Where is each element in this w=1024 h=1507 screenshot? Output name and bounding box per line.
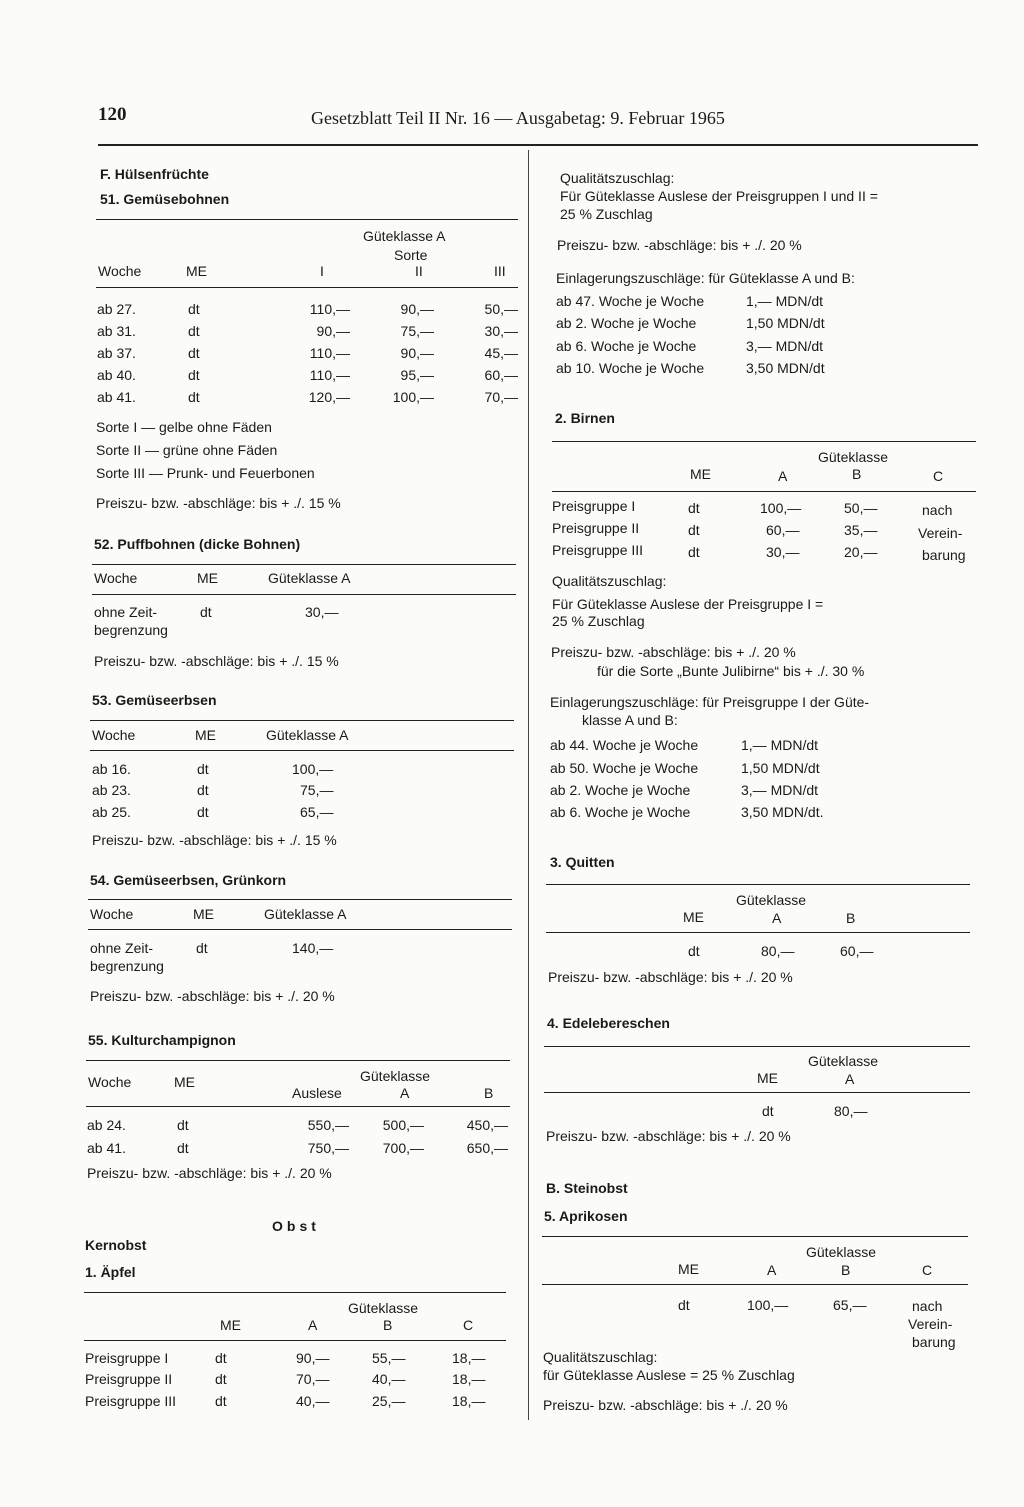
row-b: 50,— — [844, 500, 878, 516]
s3-row-b: 60,— — [840, 943, 874, 959]
s55-header-gk: Güteklasse — [360, 1068, 431, 1084]
s52-row-me: dt — [200, 604, 212, 620]
row-val: 75,— — [300, 782, 334, 798]
s5-row-me: dt — [678, 1297, 690, 1313]
s53-header-woche: Woche — [92, 727, 136, 743]
row-auslese: 750,— — [307, 1140, 349, 1156]
row-a: 700,— — [382, 1140, 424, 1156]
sorte-note-2: Sorte II — grüne ohne Fäden — [96, 442, 278, 458]
row-c: nach — [922, 502, 953, 518]
einl-row-ab: ab 44. Woche je Woche — [550, 737, 699, 753]
row-val: 100,— — [292, 761, 334, 777]
einl-row-ab: ab 6. Woche je Woche — [556, 338, 697, 354]
row-iii: 70,— — [484, 389, 518, 405]
table-rule — [86, 1060, 510, 1061]
einl-row-val: 1,— MDN/dt — [741, 737, 819, 753]
s51-header-sorte: Sorte — [394, 247, 428, 263]
s3-row-a: 80,— — [761, 943, 795, 959]
row-woche: ab 31. — [97, 323, 136, 339]
s55-title: 55. Kulturchampignon — [88, 1032, 236, 1048]
table-rule — [542, 1284, 968, 1285]
row-b: 450,— — [466, 1117, 508, 1133]
table-rule — [544, 1092, 970, 1093]
einl-row-ab: ab 6. Woche je Woche — [550, 804, 691, 820]
table-rule — [90, 720, 514, 721]
table-rule — [90, 750, 514, 751]
s54-preis: Preiszu- bzw. -abschläge: bis + ./. 20 % — [90, 988, 335, 1004]
einl-row-val: 1,50 MDN/dt — [746, 315, 825, 331]
s5-row-b: 65,— — [833, 1297, 867, 1313]
einl-row-val: 3,50 MDN/dt — [746, 360, 825, 376]
s5-row-c-1: nach — [912, 1298, 943, 1314]
s5-header-a: A — [767, 1262, 777, 1278]
s4-header-gk: Güteklasse — [808, 1053, 879, 1069]
s5-qz-label: Qualitätszuschlag: — [543, 1349, 658, 1365]
qz-label: Qualitätszuschlag: — [560, 170, 675, 186]
row-i: 90,— — [316, 323, 350, 339]
s1-header-c: C — [463, 1317, 474, 1333]
table-rule — [546, 884, 970, 885]
row-a: 30,— — [766, 544, 800, 560]
s52-header-me: ME — [197, 570, 218, 586]
row-i: 110,— — [309, 367, 350, 383]
einl-row-ab: ab 50. Woche je Woche — [550, 760, 699, 776]
section-heading-b: B. Steinobst — [546, 1180, 628, 1196]
s51-header-me: ME — [186, 263, 207, 279]
row-me: dt — [688, 522, 700, 538]
s55-header-auslese: Auslese — [292, 1085, 342, 1101]
s3-header-a: A — [772, 910, 782, 926]
row-woche: ab 16. — [92, 761, 131, 777]
row-a: 100,— — [760, 500, 802, 516]
s54-header-gk: Güteklasse A — [264, 906, 347, 922]
s2-einl-1: Einlagerungszuschläge: für Preisgruppe I der Güte- — [550, 694, 870, 710]
sorte-note-1: Sorte I — gelbe ohne Fäden — [96, 419, 272, 435]
row-ii: 90,— — [400, 301, 434, 317]
row-me: dt — [188, 367, 200, 383]
row-b: 25,— — [372, 1393, 406, 1409]
s55-header-b: B — [484, 1085, 494, 1101]
s51-header-gk: Güteklasse A — [363, 228, 446, 244]
row-me: dt — [188, 389, 200, 405]
s1-header-b: B — [383, 1317, 393, 1333]
s51-header-i: I — [320, 263, 324, 279]
s4-row-a: 80,— — [834, 1103, 868, 1119]
table-rule — [96, 219, 518, 220]
row-b: 20,— — [844, 544, 878, 560]
row-c: 18,— — [452, 1393, 486, 1409]
row-woche: ab 37. — [97, 345, 136, 361]
s5-header-c: C — [922, 1262, 933, 1278]
s53-header-me: ME — [195, 727, 216, 743]
s53-header-gk: Güteklasse A — [266, 727, 349, 743]
table-rule — [88, 899, 512, 900]
row-ii: 95,— — [400, 367, 434, 383]
s5-header-me: ME — [678, 1261, 699, 1277]
row-woche: ab 27. — [97, 301, 136, 317]
row-b: 650,— — [466, 1140, 508, 1156]
qz-text-2: 25 % Zuschlag — [560, 206, 653, 222]
s2-header-gk: Güteklasse — [818, 449, 889, 465]
row-a: 60,— — [766, 522, 800, 538]
s52-title: 52. Puffbohnen (dicke Bohnen) — [94, 536, 301, 552]
row-a: 70,— — [296, 1371, 330, 1387]
s1-title: 1. Äpfel — [85, 1264, 136, 1280]
s3-row-me: dt — [688, 943, 700, 959]
einl-row-ab: ab 47. Woche je Woche — [556, 293, 705, 309]
row-preisgruppe: Preisgruppe I — [552, 498, 636, 514]
s54-row-me: dt — [196, 940, 208, 956]
einl-row-val: 1,50 MDN/dt — [741, 760, 820, 776]
row-preisgruppe: Preisgruppe III — [85, 1393, 177, 1409]
column-divider — [528, 150, 529, 1420]
row-me: dt — [197, 804, 209, 820]
table-rule — [542, 1236, 968, 1237]
row-me: dt — [215, 1350, 227, 1366]
s55-header-me: ME — [174, 1074, 195, 1090]
row-me: dt — [177, 1140, 189, 1156]
row-b: 55,— — [372, 1350, 406, 1366]
s51-header-woche: Woche — [98, 263, 142, 279]
table-rule — [546, 932, 970, 933]
row-iii: 50,— — [484, 301, 518, 317]
table-rule — [84, 1340, 506, 1341]
s52-preis: Preiszu- bzw. -abschläge: bis + ./. 15 % — [94, 653, 339, 669]
s5-title: 5. Aprikosen — [544, 1208, 628, 1224]
row-b: 40,— — [372, 1371, 406, 1387]
s53-title: 53. Gemüseerbsen — [92, 692, 217, 708]
row-i: 110,— — [309, 301, 350, 317]
preis-1: Preiszu- bzw. -abschläge: bis + ./. 20 % — [557, 237, 802, 253]
row-iii: 30,— — [484, 323, 518, 339]
s53-preis: Preiszu- bzw. -abschläge: bis + ./. 15 % — [92, 832, 337, 848]
row-me: dt — [197, 782, 209, 798]
header-rule — [98, 144, 978, 146]
s52-row-val: 30,— — [305, 604, 339, 620]
s4-header-me: ME — [757, 1070, 778, 1086]
row-a: 40,— — [296, 1393, 330, 1409]
s51-header-ii: II — [415, 263, 423, 279]
s52-header-woche: Woche — [94, 570, 138, 586]
row-me: dt — [188, 301, 200, 317]
s54-row-val: 140,— — [292, 940, 334, 956]
s3-header-gk: Güteklasse — [736, 892, 807, 908]
s2-header-a: A — [778, 468, 788, 484]
row-me: dt — [177, 1117, 189, 1133]
row-woche: ab 41. — [87, 1140, 126, 1156]
s51-title: 51. Gemüsebohnen — [100, 191, 230, 207]
row-woche: ab 25. — [92, 804, 131, 820]
s5-row-c-3: barung — [912, 1334, 956, 1350]
row-woche: ab 40. — [97, 367, 136, 383]
row-preisgruppe: Preisgruppe II — [552, 520, 640, 536]
table-rule — [552, 441, 976, 442]
table-rule — [92, 594, 516, 595]
s52-row-woche2: begrenzung — [94, 622, 168, 638]
s2-qz-text-2: 25 % Zuschlag — [552, 613, 645, 629]
row-iii: 45,— — [484, 345, 518, 361]
table-rule — [96, 287, 518, 288]
s5-qz-text: für Güteklasse Auslese = 25 % Zuschlag — [543, 1367, 795, 1383]
table-rule — [552, 491, 976, 492]
table-rule — [88, 929, 512, 930]
einl-row-ab: ab 2. Woche je Woche — [556, 315, 697, 331]
s5-row-a: 100,— — [747, 1297, 789, 1313]
row-c: 18,— — [452, 1350, 486, 1366]
row-i: 110,— — [309, 345, 350, 361]
s51-header-iii: III — [494, 263, 506, 279]
row-me: dt — [188, 323, 200, 339]
row-me: dt — [197, 761, 209, 777]
row-i: 120,— — [308, 389, 350, 405]
s2-preis-2: für die Sorte „Bunte Julibirne“ bis + ./. 30 % — [597, 663, 865, 679]
s54-row-woche: ohne Zeit- — [90, 940, 154, 956]
s52-header-gk: Güteklasse A — [268, 570, 351, 586]
s2-header-me: ME — [690, 466, 711, 482]
row-me: dt — [215, 1371, 227, 1387]
s3-title: 3. Quitten — [550, 854, 615, 870]
einl-row-ab: ab 10. Woche je Woche — [556, 360, 705, 376]
s1-header-gk: Güteklasse — [348, 1300, 419, 1316]
einl-row-val: 3,— MDN/dt — [746, 338, 824, 354]
einl-row-val: 3,50 MDN/dt. — [741, 804, 824, 820]
row-iii: 60,— — [484, 367, 518, 383]
row-a: 500,— — [382, 1117, 424, 1133]
row-me: dt — [688, 544, 700, 560]
s52-row-woche: ohne Zeit- — [94, 604, 158, 620]
table-rule — [544, 1046, 970, 1047]
s2-header-c: C — [933, 468, 944, 484]
s2-header-b: B — [852, 466, 862, 482]
row-ii: 90,— — [400, 345, 434, 361]
table-rule — [84, 1292, 506, 1293]
s5-row-c-2: Verein- — [908, 1316, 953, 1332]
table-rule — [92, 564, 516, 565]
row-me: dt — [215, 1393, 227, 1409]
s2-qz-text-1: Für Güteklasse Auslese der Preisgruppe I = — [552, 596, 824, 612]
row-ii: 75,— — [400, 323, 434, 339]
s51-preis: Preiszu- bzw. -abschläge: bis + ./. 15 % — [96, 495, 341, 511]
row-a: 90,— — [296, 1350, 330, 1366]
row-c: barung — [922, 547, 966, 563]
s3-header-me: ME — [683, 909, 704, 925]
row-auslese: 550,— — [307, 1117, 349, 1133]
s54-row-woche2: begrenzung — [90, 958, 164, 974]
row-val: 65,— — [300, 804, 334, 820]
section-heading-f: F. Hülsenfrüchte — [100, 166, 209, 182]
s1-header-a: A — [308, 1317, 318, 1333]
s4-preis: Preiszu- bzw. -abschläge: bis + ./. 20 % — [546, 1128, 791, 1144]
einl-row-ab: ab 2. Woche je Woche — [550, 782, 691, 798]
s3-header-b: B — [846, 910, 856, 926]
row-preisgruppe: Preisgruppe III — [552, 542, 644, 558]
s2-einl-2: klasse A und B: — [582, 712, 678, 728]
s54-header-me: ME — [193, 906, 214, 922]
einl-1: Einlagerungszuschläge: für Güteklasse A und B: — [556, 270, 855, 286]
row-woche: ab 23. — [92, 782, 131, 798]
s3-preis: Preiszu- bzw. -abschläge: bis + ./. 20 % — [548, 969, 793, 985]
s4-row-me: dt — [762, 1103, 774, 1119]
s54-header-woche: Woche — [90, 906, 134, 922]
s4-header-a: A — [845, 1071, 855, 1087]
s55-preis: Preiszu- bzw. -abschläge: bis + ./. 20 % — [87, 1165, 332, 1181]
page-header-title: Gesetzblatt Teil II Nr. 16 — Ausgabetag: 9. Februar 1965 — [311, 108, 725, 128]
s2-title: 2. Birnen — [555, 410, 615, 426]
s55-header-a: A — [400, 1085, 410, 1101]
s5-header-b: B — [841, 1262, 851, 1278]
s5-preis: Preiszu- bzw. -abschläge: bis + ./. 20 % — [543, 1397, 788, 1413]
table-rule — [86, 1106, 510, 1107]
row-woche: ab 41. — [97, 389, 136, 405]
s1-header-me: ME — [220, 1317, 241, 1333]
row-ii: 100,— — [392, 389, 434, 405]
s4-title: 4. Edelebereschen — [547, 1015, 670, 1031]
einl-row-val: 1,— MDN/dt — [746, 293, 824, 309]
row-c: Verein- — [918, 525, 963, 541]
row-c: 18,— — [452, 1371, 486, 1387]
kernobst-heading: Kernobst — [85, 1237, 147, 1253]
s5-header-gk: Güteklasse — [806, 1244, 877, 1260]
obst-heading: Obst — [272, 1218, 320, 1234]
row-preisgruppe: Preisgruppe I — [85, 1350, 169, 1366]
row-woche: ab 24. — [87, 1117, 126, 1133]
s55-header-woche: Woche — [88, 1074, 132, 1090]
page-number: 120 — [98, 104, 127, 125]
einl-row-val: 3,— MDN/dt — [741, 782, 819, 798]
sorte-note-3: Sorte III — Prunk- und Feuerbonen — [96, 465, 315, 481]
qz-text-1: Für Güteklasse Auslese der Preisgruppen I und II = — [560, 188, 878, 204]
row-preisgruppe: Preisgruppe II — [85, 1371, 173, 1387]
s2-qz-label: Qualitätszuschlag: — [552, 573, 667, 589]
s2-preis-1: Preiszu- bzw. -abschläge: bis + ./. 20 % — [551, 644, 796, 660]
row-me: dt — [188, 345, 200, 361]
row-b: 35,— — [844, 522, 878, 538]
s54-title: 54. Gemüseerbsen, Grünkorn — [90, 872, 287, 888]
row-me: dt — [688, 500, 700, 516]
